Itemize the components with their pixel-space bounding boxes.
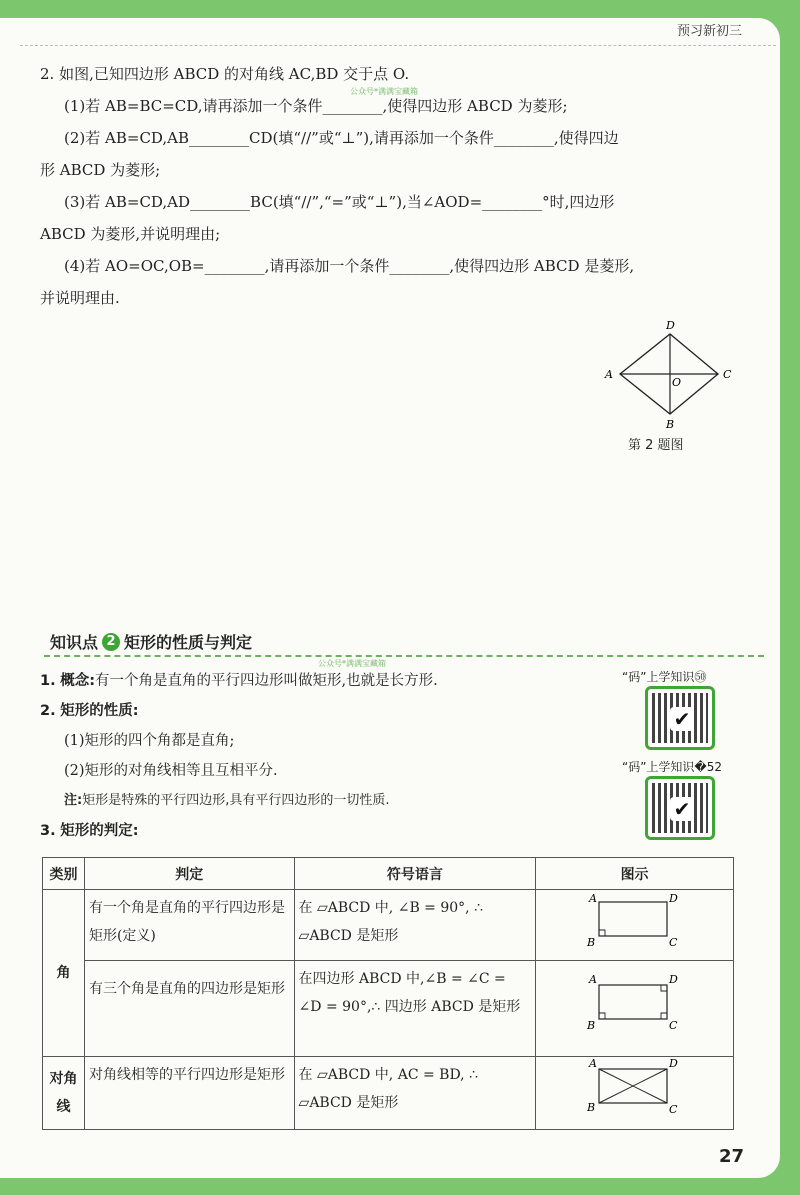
svg-text:C: C bbox=[668, 1018, 677, 1032]
check-icon: ✔ bbox=[670, 707, 694, 731]
table-row bbox=[43, 961, 734, 1057]
qr-code-1[interactable] bbox=[645, 686, 715, 750]
watermark-2: 公众号*满满宝藏箱 bbox=[318, 659, 386, 668]
knowledge-item-2-1: (1)矩形的四个角都是直角; bbox=[64, 733, 235, 749]
watermark: 公众号*满满宝藏箱 bbox=[350, 87, 418, 96]
section-title bbox=[50, 630, 252, 653]
knowledge-item-3: 3. 矩形的判定: bbox=[40, 823, 139, 839]
svg-text:A: A bbox=[588, 1057, 597, 1070]
figure-cell bbox=[536, 961, 734, 1057]
question-2-part-3b: ABCD 为菱形,并说明理由; bbox=[40, 225, 221, 243]
label-b: B bbox=[666, 418, 675, 431]
figure-cell bbox=[536, 1057, 734, 1130]
figure-cell bbox=[536, 890, 734, 961]
table-header-row bbox=[43, 858, 734, 890]
section-heading: 矩形的性质与判定 bbox=[124, 633, 253, 652]
header-title: 预习新初三 bbox=[676, 24, 742, 39]
knowledge-item-2: 2. 矩形的性质: bbox=[40, 703, 139, 719]
question-2-part-1: (1)若 AB=BC=CD,请再添加一个条件________,使得四边形 ABCD 为菱形; bbox=[64, 97, 568, 115]
svg-text:A: A bbox=[588, 972, 597, 986]
category-diagonal: 对角线 bbox=[43, 1057, 85, 1130]
check-icon: ✔ bbox=[670, 797, 694, 821]
table-header: 判定 bbox=[84, 858, 294, 890]
judgement-cell: 有一个角是直角的平行四边形是矩形(定义) bbox=[84, 890, 294, 961]
label-a: A bbox=[605, 368, 613, 381]
knowledge-note: 注:矩形是特殊的平行四边形,具有平行四边形的一切性质. bbox=[64, 793, 390, 808]
qr-code-2[interactable] bbox=[645, 776, 715, 840]
rectangle-figure-2 bbox=[575, 971, 695, 1037]
table-row bbox=[43, 890, 734, 961]
label-c: C bbox=[723, 368, 732, 381]
question-2-stem: 2. 如图,已知四边形 ABCD 的对角线 AC,BD 交于点 O. bbox=[40, 65, 410, 83]
qr-label-2: “码”上学知识�52 bbox=[622, 760, 723, 774]
svg-text:B: B bbox=[586, 936, 595, 949]
svg-text:B: B bbox=[586, 1101, 595, 1114]
svg-text:C: C bbox=[668, 1103, 677, 1116]
section-number-badge: 2 bbox=[102, 633, 120, 651]
question-2 bbox=[40, 58, 740, 314]
category-angle: 角 bbox=[43, 890, 85, 1057]
svg-text:D: D bbox=[668, 972, 678, 986]
svg-text:A: A bbox=[588, 892, 597, 905]
symbol-cell: 在 ▱ABCD 中, AC = BD, ∴ ▱ABCD 是矩形 bbox=[294, 1057, 536, 1130]
rectangle-criteria-table bbox=[42, 857, 734, 1130]
qr-label-1: “码”上学知识㊿ bbox=[622, 670, 707, 684]
question-2-part-3a: (3)若 AB=CD,AD________BC(填“//”,“=”或“⊥”),当∠AOD=________°时,四边形 bbox=[64, 193, 615, 211]
question-2-part-2b: 形 ABCD 为菱形; bbox=[40, 161, 161, 179]
page-number: 27 bbox=[718, 1146, 744, 1167]
svg-text:D: D bbox=[668, 1057, 678, 1070]
rectangle-figure-3 bbox=[575, 1057, 695, 1119]
rectangle-figure-1 bbox=[575, 890, 695, 950]
svg-text:B: B bbox=[586, 1018, 595, 1032]
label-d: D bbox=[666, 319, 675, 332]
header-divider bbox=[20, 45, 776, 46]
symbol-cell: 在四边形 ABCD 中,∠B = ∠C = ∠D = 90°,∴ 四边形 ABCD 是矩形 bbox=[294, 961, 536, 1057]
table-header: 图示 bbox=[536, 858, 734, 890]
judgement-cell: 对角线相等的平行四边形是矩形 bbox=[84, 1057, 294, 1130]
table-header: 类别 bbox=[43, 858, 85, 890]
question-2-part-4b: 并说明理由. bbox=[40, 289, 120, 307]
table-row bbox=[43, 1057, 734, 1130]
svg-text:D: D bbox=[668, 892, 678, 905]
label-o: O bbox=[672, 376, 682, 389]
knowledge-item-1: 1. 概念:有一个角是直角的平行四边形叫做矩形,也就是长方形. bbox=[40, 673, 438, 689]
section-divider bbox=[44, 655, 764, 657]
knowledge-item-2-2: (2)矩形的对角线相等且互相平分. bbox=[64, 763, 278, 779]
figure-caption: 第 2 题图 bbox=[628, 438, 684, 453]
table-header: 符号语言 bbox=[294, 858, 536, 890]
section-label: 知识点 bbox=[50, 633, 99, 652]
knowledge-list bbox=[40, 666, 600, 846]
svg-text:C: C bbox=[668, 936, 677, 949]
question-2-part-4a: (4)若 AO=OC,OB=________,请再添加一个条件________,使得四边形 ABCD 是菱形, bbox=[64, 257, 635, 275]
judgement-cell: 有三个角是直角的四边形是矩形 bbox=[84, 961, 294, 1057]
symbol-cell: 在 ▱ABCD 中, ∠B = 90°, ∴ ▱ABCD 是矩形 bbox=[294, 890, 536, 961]
question-2-part-2a: (2)若 AB=CD,AB________CD(填“//”或“⊥”),请再添加一个条件________,使得四边 bbox=[64, 129, 619, 147]
